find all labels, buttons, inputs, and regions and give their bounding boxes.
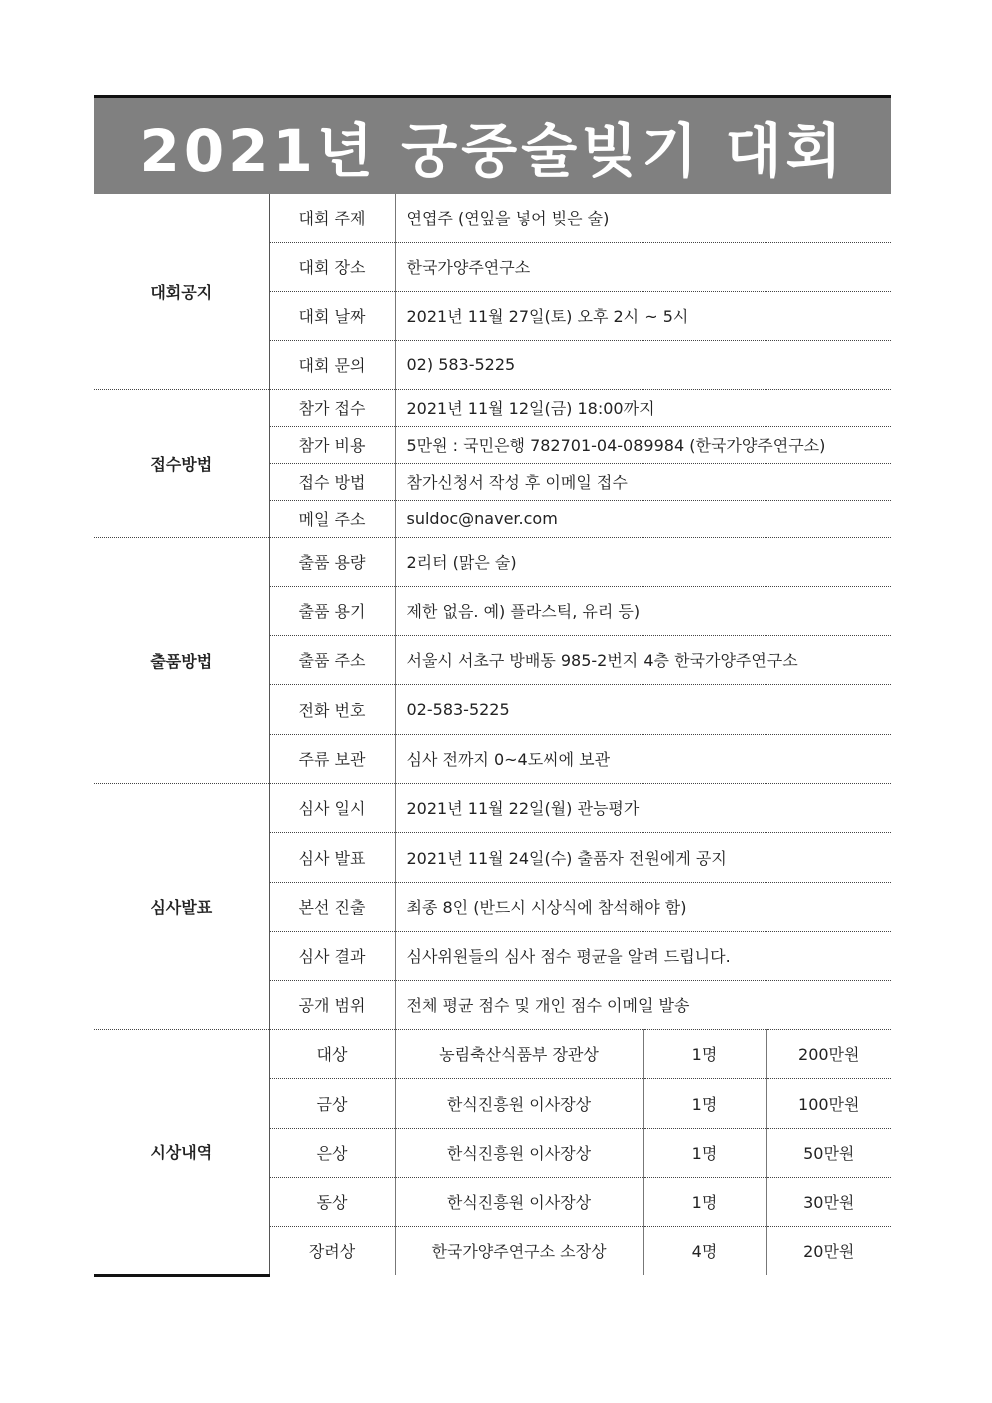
award-count: 4명 — [643, 1226, 766, 1275]
award-prize: 은상 — [269, 1128, 395, 1177]
row-value: 02) 583-5225 — [406, 355, 516, 374]
row-label: 참가 접수 — [269, 389, 395, 426]
section-category: 출품방법 — [94, 537, 269, 783]
row-value: 제한 없음. 예) 플라스틱, 유리 등) — [395, 586, 891, 635]
section-category: 접수방법 — [94, 389, 269, 537]
row-label: 출품 주소 — [269, 635, 395, 684]
row-value: 전체 평균 점수 및 개인 점수 이메일 발송 — [406, 996, 690, 1015]
award-amount: 100만원 — [766, 1078, 891, 1128]
row-label: 전화 번호 — [269, 684, 395, 734]
award-prize: 동상 — [269, 1177, 395, 1226]
row-value: 2021년 11월 27일(토) 오후 2시 ~ 5시 — [395, 291, 891, 340]
award-prize: 장려상 — [269, 1226, 395, 1275]
award-giver: 한식진흥원 이사장상 — [395, 1128, 643, 1177]
row-value: 연엽주 (연잎을 넣어 빚은 술) — [395, 194, 891, 242]
section-category: 심사발표 — [94, 783, 269, 1029]
row-value: 참가신청서 작성 후 이메일 접수 — [395, 463, 891, 500]
row-label: 출품 용량 — [269, 537, 395, 586]
row-label: 메일 주소 — [269, 500, 395, 537]
section-registration — [94, 389, 891, 537]
info-table — [94, 194, 891, 1277]
row-label: 심사 발표 — [269, 832, 395, 882]
row-label: 출품 용기 — [269, 586, 395, 635]
award-giver: 한국가양주연구소 소장상 — [395, 1226, 643, 1275]
row-value: 2021년 11월 24일(수) 출품자 전원에게 공지 — [395, 832, 891, 882]
row-label: 대회 장소 — [269, 242, 395, 291]
award-amount: 30만원 — [766, 1177, 891, 1226]
row-value: 02-583-5225 — [395, 684, 891, 734]
award-prize: 대상 — [269, 1029, 395, 1078]
section-category: 대회공지 — [94, 194, 269, 389]
row-value: 한국가양주연구소 — [395, 242, 891, 291]
section-notice — [94, 194, 891, 389]
award-giver: 한식진흥원 이사장상 — [395, 1078, 643, 1128]
award-amount: 50만원 — [766, 1128, 891, 1177]
award-count: 1명 — [643, 1128, 766, 1177]
row-value: 2021년 11월 12일(금) 18:00까지 — [395, 389, 891, 426]
row-label: 주류 보관 — [269, 734, 395, 783]
contest-document — [94, 95, 891, 1277]
row-label: 대회 날짜 — [269, 291, 395, 340]
email-value: suldoc@naver.com — [406, 509, 558, 528]
row-label: 심사 일시 — [269, 783, 395, 832]
award-prize: 금상 — [269, 1078, 395, 1128]
row-label: 접수 방법 — [269, 463, 395, 500]
row-value: 2리터 (맑은 술) — [395, 537, 891, 586]
row-label: 본선 진출 — [269, 882, 395, 931]
row-label: 심사 결과 — [269, 931, 395, 980]
award-amount: 200만원 — [766, 1029, 891, 1078]
award-count: 1명 — [643, 1029, 766, 1078]
row-label: 참가 비용 — [269, 426, 395, 463]
section-category: 시상내역 — [94, 1029, 269, 1275]
section-awards — [94, 1029, 891, 1275]
award-giver: 한식진흥원 이사장상 — [395, 1177, 643, 1226]
section-judging — [94, 783, 891, 1029]
row-value: 심사 전까지 0~4도씨에 보관 — [406, 750, 611, 769]
row-value: 심사위원들의 심사 점수 평균을 알려 드립니다. — [395, 931, 891, 980]
award-count: 1명 — [643, 1078, 766, 1128]
award-count: 1명 — [643, 1177, 766, 1226]
section-submission — [94, 537, 891, 783]
row-value: 5만원 : 국민은행 782701-04-089984 (한국가양주연구소) — [395, 426, 891, 463]
row-value: 최종 8인 (반드시 시상식에 참석해야 함) — [395, 882, 891, 931]
row-label: 대회 문의 — [269, 340, 395, 389]
row-label: 공개 범위 — [269, 980, 395, 1029]
row-label: 대회 주제 — [269, 194, 395, 242]
award-giver: 농림축산식품부 장관상 — [395, 1029, 643, 1078]
page-title: 2021년 궁중술빚기 대회 — [94, 95, 891, 194]
row-value: 2021년 11월 22일(월) 관능평가 — [395, 783, 891, 832]
award-amount: 20만원 — [803, 1242, 855, 1262]
row-value: 서울시 서초구 방배동 985-2번지 4층 한국가양주연구소 — [395, 635, 891, 684]
